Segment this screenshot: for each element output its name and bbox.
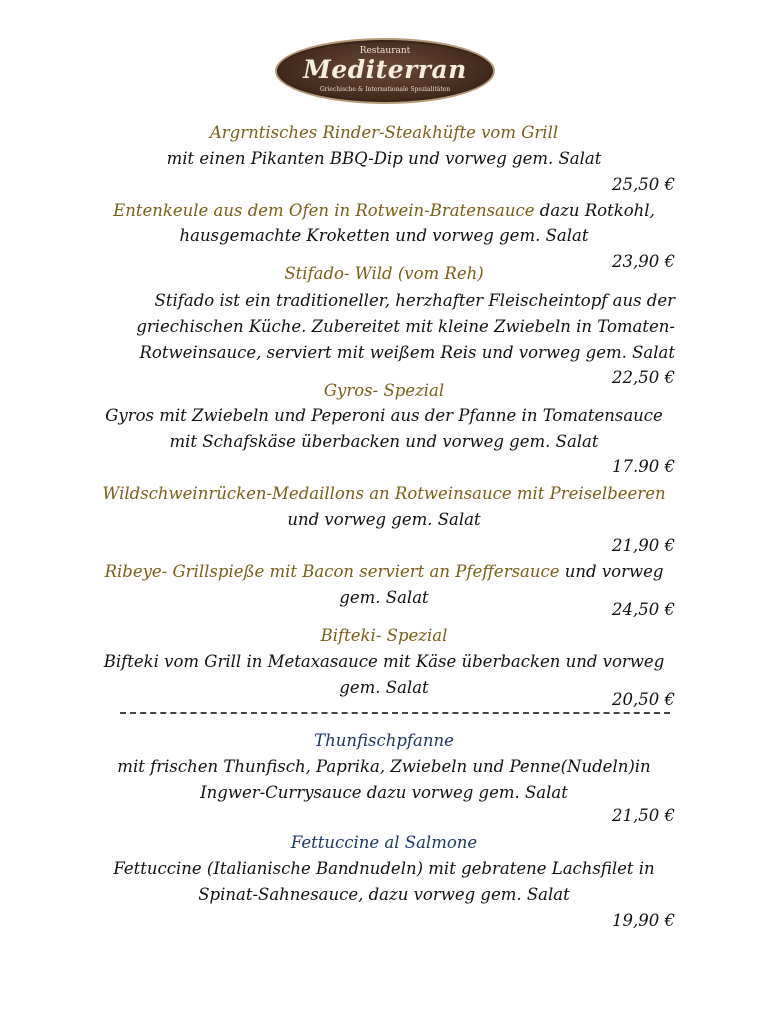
- dish-title-continuation: und vorweg: [559, 562, 664, 581]
- dish-title: Gyros- Spezial: [323, 381, 445, 400]
- dish-description: Bifteki vom Grill in Metaxasauce mit Käse überbacken und vorweg: [103, 652, 665, 671]
- dish-description: Stifado ist ein traditioneller, herzhafter Fleischeintopf aus der: [154, 291, 675, 310]
- dish-description: Gyros mit Zwiebeln und Peperoni aus der Pfanne in Tomatensauce: [105, 406, 663, 425]
- dish-title: Thunfischpfanne: [314, 731, 454, 750]
- dish-price: 19,90 €: [612, 911, 675, 930]
- dish-description: griechischen Küche. Zubereitet mit kleine Zwiebeln in Tomaten-: [136, 317, 675, 336]
- logo-restaurant-label: Restaurant: [359, 46, 411, 56]
- dish-title: Wildschweinrücken-Medaillons an Rotweinsauce mit Preiselbeeren: [102, 484, 666, 503]
- dish-description: und vorweg gem. Salat: [287, 510, 481, 529]
- dish-price: 25,50 €: [612, 175, 675, 194]
- dish-description: mit einen Pikanten BBQ-Dip und vorweg gem. Salat: [166, 149, 602, 168]
- dish-title-line: [0, 562, 768, 582]
- dish-description: mit Schafskäse überbacken und vorweg gem. Salat: [169, 432, 599, 451]
- dish-description: Spinat-Sahnesauce, dazu vorweg gem. Salat: [198, 885, 570, 904]
- dish-price: 21,90 €: [612, 536, 675, 555]
- dish-price: 22,50 €: [612, 368, 675, 387]
- dish-price: 17.90 €: [612, 457, 675, 476]
- dish-description: mit frischen Thunfisch, Paprika, Zwiebeln und Penne(Nudeln)in: [117, 757, 651, 776]
- dish-title: Stifado- Wild (vom Reh): [284, 264, 484, 283]
- section-divider: [120, 712, 670, 714]
- dish-description: Ingwer-Currysauce dazu vorweg gem. Salat: [200, 783, 568, 802]
- dish-price: 24,50 €: [612, 600, 675, 619]
- logo-name: Mediterran: [303, 55, 467, 84]
- dish-title-continuation: dazu Rotkohl,: [534, 201, 655, 220]
- dish-description: Rotweinsauce, serviert mit weißem Reis und vorweg gem. Salat: [139, 343, 675, 362]
- dish-description: hausgemachte Kroketten und vorweg gem. Salat: [179, 226, 589, 245]
- logo-subtitle: Griechische & Internationale Spezialitäten: [319, 86, 451, 93]
- dish-title: Fettuccine al Salmone: [290, 833, 478, 852]
- dish-title: Argrntisches Rinder-Steakhüfte vom Grill: [209, 123, 559, 142]
- dish-description: gem. Salat: [339, 678, 429, 697]
- dish-title: Bifteki- Spezial: [320, 626, 448, 645]
- dish-description: gem. Salat: [339, 588, 429, 607]
- dish-title: Entenkeule aus dem Ofen in Rotwein-Bratensauce: [113, 201, 535, 220]
- dish-price: 20,50 €: [612, 690, 675, 709]
- restaurant-logo: [275, 38, 495, 104]
- dish-title: Ribeye- Grillspieße mit Bacon serviert an Pfeffersauce: [104, 562, 560, 581]
- dish-price: 23,90 €: [612, 252, 675, 271]
- dish-price: 21,50 €: [612, 806, 675, 825]
- dish-description: Fettuccine (Italianische Bandnudeln) mit gebratene Lachsfilet in: [113, 859, 655, 878]
- dish-title-line: [0, 201, 768, 221]
